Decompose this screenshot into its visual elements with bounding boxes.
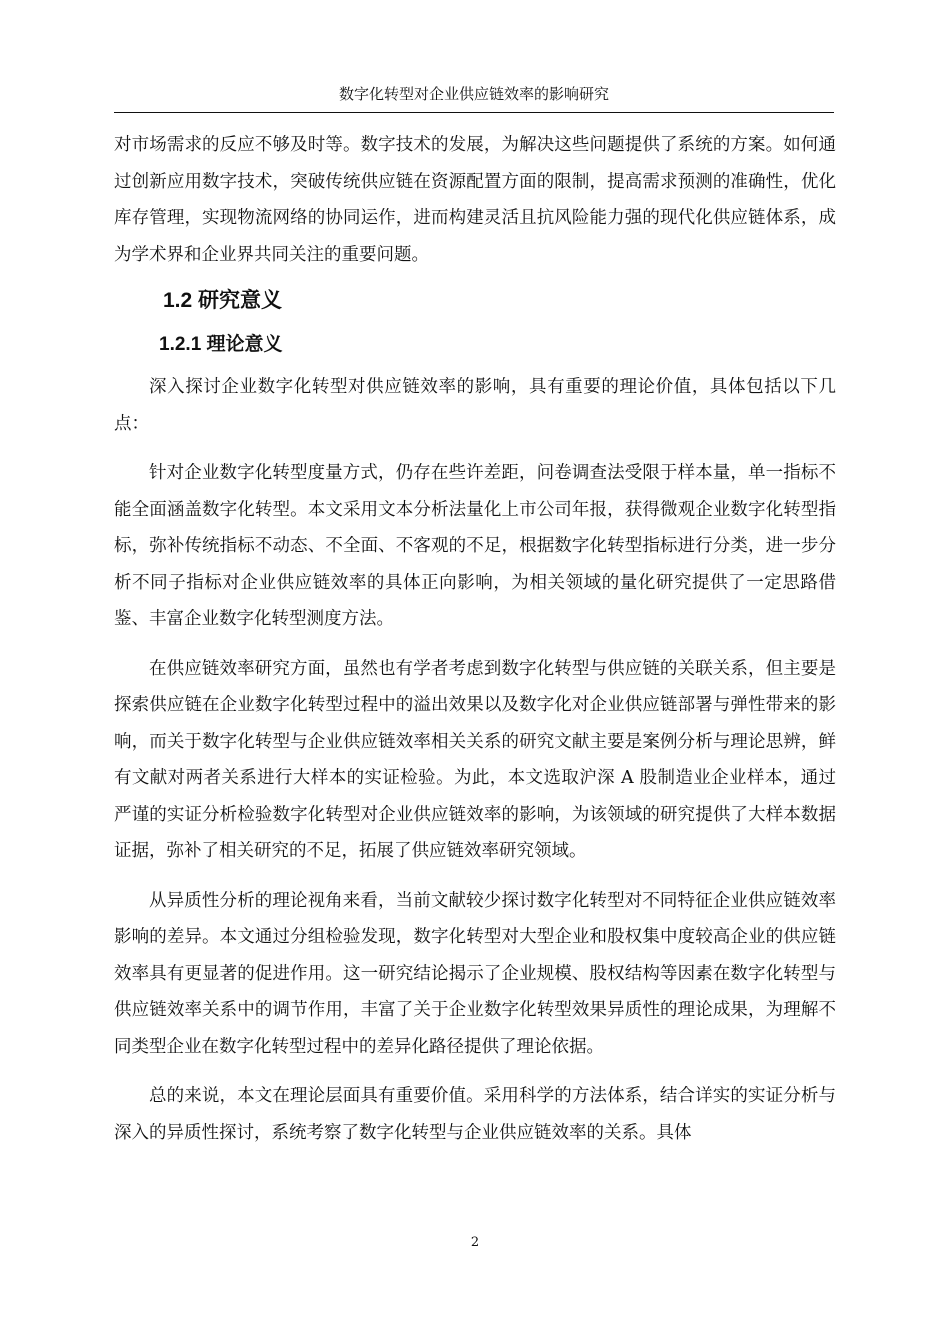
paragraph-gap xyxy=(114,442,836,455)
paragraph-supply-chain: 在供应链效率研究方面，虽然也有学者考虑到数字化转型与供应链的关联关系，但主要是探索供应链在企业数字化转型过程中的溢出效果以及数字化对企业供应链部署与弹性带来的影响，而关于数字化转型与企业供应链效率相关关系的研究文献主要是案例分析与理论思辨，鲜有文献对两者关系进行大样本的实证检验。为此，本文选取沪深 A 股制造业企业样本，通过严谨的实证分析检验数字化转型对企业供应链效率的影响，为该领域的研究提供了大样本数据证据，弥补了相关研究的不足，拓展了供应链效率研究领域。 xyxy=(114,658,836,861)
running-header: 数字化转型对企业供应链效率的影响研究 xyxy=(338,85,609,103)
paragraph-heterogeneity: 从异质性分析的理论视角来看，当前文献较少探讨数字化转型对不同特征企业供应链效率影响的差异。本文通过分组检验发现，数字化转型对大型企业和股权集中度较高企业的供应链效率具有更显著的促进作用。这一研究结论揭示了企业规模、股权结构等因素在数字化转型与供应链效率关系中的调节作用，丰富了关于企业数字化转型效果异质性的理论成果，为理解不同类型企业在数字化转型过程中的差异化路径提供了理论依据。 xyxy=(114,890,836,1057)
paragraph-gap xyxy=(114,870,836,883)
paragraph-gap xyxy=(114,638,836,651)
paragraph-summary: 总的来说，本文在理论层面具有重要价值。采用科学的方法体系，结合详实的实证分析与深入的异质性探讨，系统考察了数字化转型与企业供应链效率的关系。具体 xyxy=(114,1086,836,1143)
header-rule xyxy=(114,112,834,113)
page-number: 2 xyxy=(470,1235,480,1250)
page-body xyxy=(114,127,836,1151)
subsection-heading: 1.2.1 理论意义 xyxy=(159,334,283,355)
paragraph-lead: 深入探讨企业数字化转型对供应链效率的影响，具有重要的理论价值，具体包括以下几点： xyxy=(114,377,836,434)
paragraph-measurement: 针对企业数字化转型度量方式，仍存在些许差距，问卷调查法受限于样本量，单一指标不能全面涵盖数字化转型。本文采用文本分析法量化上市公司年报，获得微观企业数字化转型指标，弥补传统指标不动态、不全面、不客观的不足，根据数字化转型指标进行分类，进一步分析不同子指标对企业供应链效率的具体正向影响，为相关领域的量化研究提供了一定思路借鉴、丰富企业数字化转型测度方法。 xyxy=(114,463,836,629)
paragraph-gap xyxy=(114,1065,836,1078)
section-heading: 1.2 研究意义 xyxy=(163,289,283,312)
intro-paragraph: 对市场需求的反应不够及时等。数字技术的发展，为解决这些问题提供了系统的方案。如何通过创新应用数字技术，突破传统供应链在资源配置方面的限制，提高需求预测的准确性，优化库存管理，实现物流网络的协同运作，进而构建灵活且抗风险能力强的现代化供应链体系，成为学术界和企业界共同关注的重要问题。 xyxy=(114,135,836,265)
